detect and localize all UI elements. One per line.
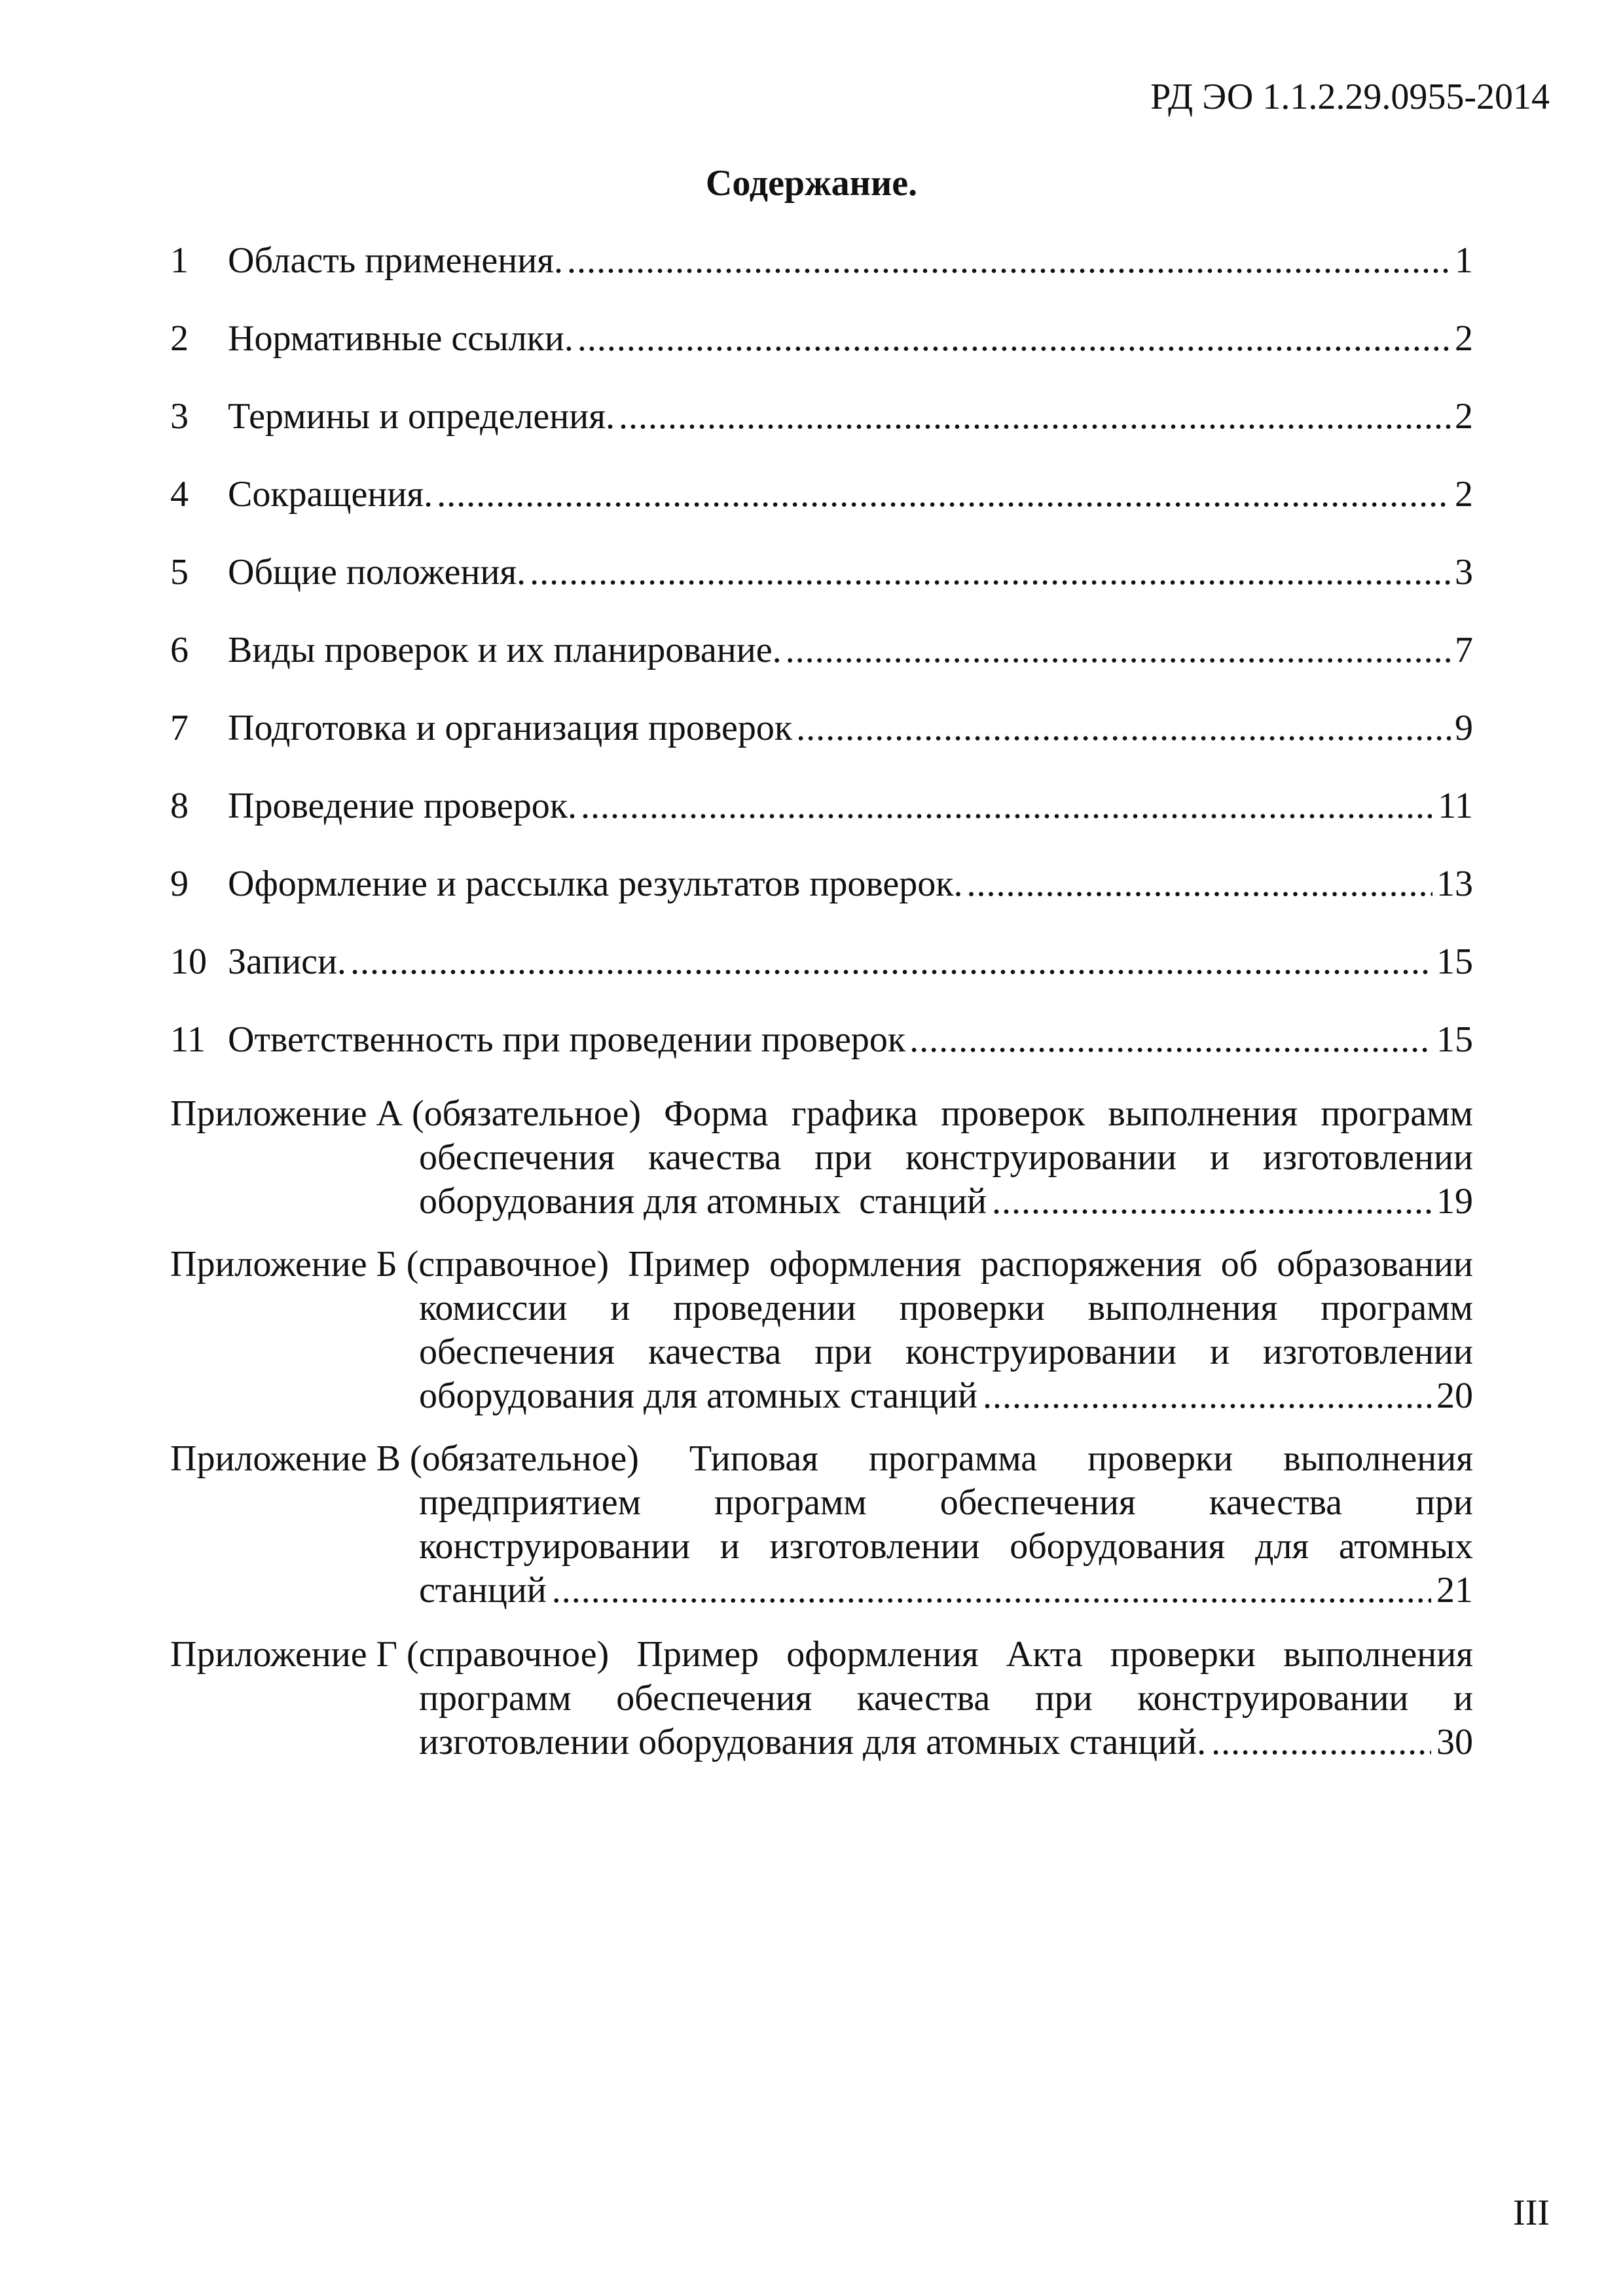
toc-title: Содержание. [705,163,918,204]
appendix-word: изготовлении [1262,1137,1473,1178]
appendix-last-line: оборудования для атомных станций [419,1181,987,1222]
appendix-word: качества [647,1332,782,1372]
toc-item-title: Общие положения. [228,552,526,592]
toc-leader-dots [619,395,1451,437]
appendix-word: оборудования [1010,1526,1226,1567]
toc-item-number: 8 [170,786,189,826]
appendix-word: конструировании [905,1137,1177,1178]
toc-item-title: Оформление и рассылка результатов проверок. [228,864,963,904]
appendix-word: оформления [786,1634,979,1675]
appendix-word: обеспечения [616,1678,812,1719]
appendix-word: и [1209,1137,1230,1178]
appendix-word: комиссии [419,1288,568,1328]
appendix-word: оформления [769,1244,962,1285]
appendix-word: и [720,1526,740,1567]
appendix-word: программ [1321,1288,1473,1328]
appendix-word: Пример [636,1634,759,1675]
toc-appendix-g[interactable] [170,1633,1473,1764]
toc-item-page: 30 [1436,1722,1473,1762]
toc-item-number: 6 [170,630,189,670]
toc-item[interactable] [170,707,1473,785]
appendix-word: для [1254,1526,1309,1567]
appendix-word: конструировании [1137,1678,1409,1719]
toc-item-number: 7 [170,708,189,748]
toc-item-page: 2 [1455,396,1473,437]
toc-item[interactable] [170,318,1473,395]
appendix-word: атомных [1338,1526,1473,1567]
toc-leader-dots [967,863,1433,905]
toc-item-number: 3 [170,396,189,437]
toc-item-page: 15 [1436,1019,1473,1060]
appendix-word: обеспечения [419,1137,615,1178]
appendix-word: конструировании [419,1526,691,1567]
appendix-word: выполнения [1283,1438,1473,1479]
appendix-word: выполнения [1108,1093,1298,1134]
toc-item-page: 11 [1438,786,1473,826]
toc-item[interactable] [170,863,1473,941]
appendix-last-line: оборудования для атомных станций [419,1376,978,1416]
toc-item-page: 13 [1436,864,1473,904]
page-number: III [1513,2193,1550,2233]
toc-item-number: 11 [170,1019,206,1060]
appendix-word: при [1034,1678,1093,1719]
toc-item-number: 1 [170,240,189,281]
appendix-word: выполнения [1087,1288,1278,1328]
toc-leader-dots [796,707,1451,749]
appendix-word: обеспечения [939,1482,1136,1523]
toc-item-title: Ответственность при проведении проверок [228,1019,906,1060]
appendix-word: проверки [899,1288,1045,1328]
toc-item-title: Проведение проверок. [228,786,577,826]
appendix-word: программ [714,1482,867,1523]
toc-item-page: 21 [1436,1570,1473,1611]
appendix-label: Приложение Б (справочное) [170,1244,609,1285]
toc-item-title: Сокращения. [228,474,433,515]
appendix-label: Приложение А (обязательное) [170,1093,642,1134]
toc-item[interactable] [170,941,1473,1019]
toc-leader-dots [786,629,1451,671]
appendix-word: проверки [1110,1634,1256,1675]
appendix-word: программ [419,1678,572,1719]
toc-item[interactable] [170,240,1473,318]
toc-leader-dots [437,473,1451,515]
appendix-word: Акта [1006,1634,1083,1675]
appendix-word: проверки [1087,1438,1233,1479]
toc-item-title: Область применения. [228,240,563,281]
appendix-word: при [814,1137,873,1178]
document-code: РД ЭО 1.1.2.29.0955-2014 [1150,77,1550,117]
appendix-word: и [1209,1332,1230,1372]
toc-item-number: 4 [170,474,189,515]
appendix-word: программ [1321,1093,1473,1134]
appendix-word: предприятием [419,1482,642,1523]
toc-item[interactable] [170,551,1473,629]
toc-item[interactable] [170,785,1473,863]
toc-item[interactable] [170,473,1473,551]
toc-item-page: 2 [1455,474,1473,515]
appendix-word: обеспечения [419,1332,615,1372]
appendix-word: качества [856,1678,991,1719]
toc-appendix-b[interactable] [170,1243,1473,1418]
toc-item-page: 7 [1455,630,1473,670]
toc-item[interactable] [170,629,1473,707]
toc-item-page: 2 [1455,318,1473,359]
appendix-last-line: станций [419,1570,547,1611]
toc-item-page: 9 [1455,708,1473,748]
toc-leader-dots [552,1569,1431,1613]
toc-item-title: Нормативные ссылки. [228,318,574,359]
appendix-word: при [1415,1482,1473,1523]
toc-leader-dots [581,785,1434,827]
toc-leader-dots [909,1019,1432,1061]
appendix-word: качества [647,1137,782,1178]
appendix-last-line: изготовлении оборудования для атомных станций. [419,1722,1207,1762]
toc-leader-dots [992,1180,1431,1224]
toc-item-title: Подготовка и организация проверок [228,708,793,748]
toc-item[interactable] [170,1019,1473,1097]
appendix-word: об [1220,1244,1258,1285]
appendix-word: распоряжения [980,1244,1202,1285]
toc-item-title: Записи. [228,941,346,982]
toc-item-page: 3 [1455,552,1473,592]
toc-item-page: 15 [1436,941,1473,982]
toc-item-title: Виды проверок и их планирование. [228,630,782,670]
appendix-word: и [610,1288,630,1328]
toc-leader-dots [350,941,1432,983]
toc-item-number: 9 [170,864,189,904]
toc-leader-dots [530,551,1451,593]
appendix-word: проверок [941,1093,1085,1134]
appendix-word: Типовая [689,1438,818,1479]
appendix-word: выполнения [1283,1634,1473,1675]
appendix-word: изготовлении [769,1526,980,1567]
toc-leader-dots [567,240,1451,282]
appendix-word: образовании [1277,1244,1473,1285]
toc-item-number: 2 [170,318,189,359]
appendix-label: Приложение В (обязательное) [170,1438,639,1479]
appendix-word: при [814,1332,873,1372]
appendix-word: программа [868,1438,1038,1479]
toc-item-page: 1 [1455,240,1473,281]
toc-item-page: 19 [1436,1181,1473,1222]
appendix-word: и [1453,1678,1473,1719]
toc-leader-dots [1211,1721,1431,1764]
toc-item-number: 5 [170,552,189,592]
toc-leader-dots [577,318,1451,359]
toc-item-title: Термины и определения. [228,396,615,437]
appendix-label: Приложение Г (справочное) [170,1634,610,1675]
appendix-word: проведении [673,1288,856,1328]
toc-list [170,240,1473,1097]
appendix-word: Пример [628,1244,750,1285]
toc-leader-dots [983,1374,1431,1418]
appendix-word: изготовлении [1262,1332,1473,1372]
toc-appendix-v[interactable] [170,1437,1473,1613]
toc-item-page: 20 [1436,1376,1473,1416]
toc-item-number: 10 [170,941,207,982]
appendix-word: конструировании [905,1332,1177,1372]
appendix-word: Форма [664,1093,769,1134]
appendix-word: графика [791,1093,918,1134]
toc-appendix-a[interactable] [170,1092,1473,1224]
toc-item[interactable] [170,395,1473,473]
appendix-word: качества [1209,1482,1343,1523]
